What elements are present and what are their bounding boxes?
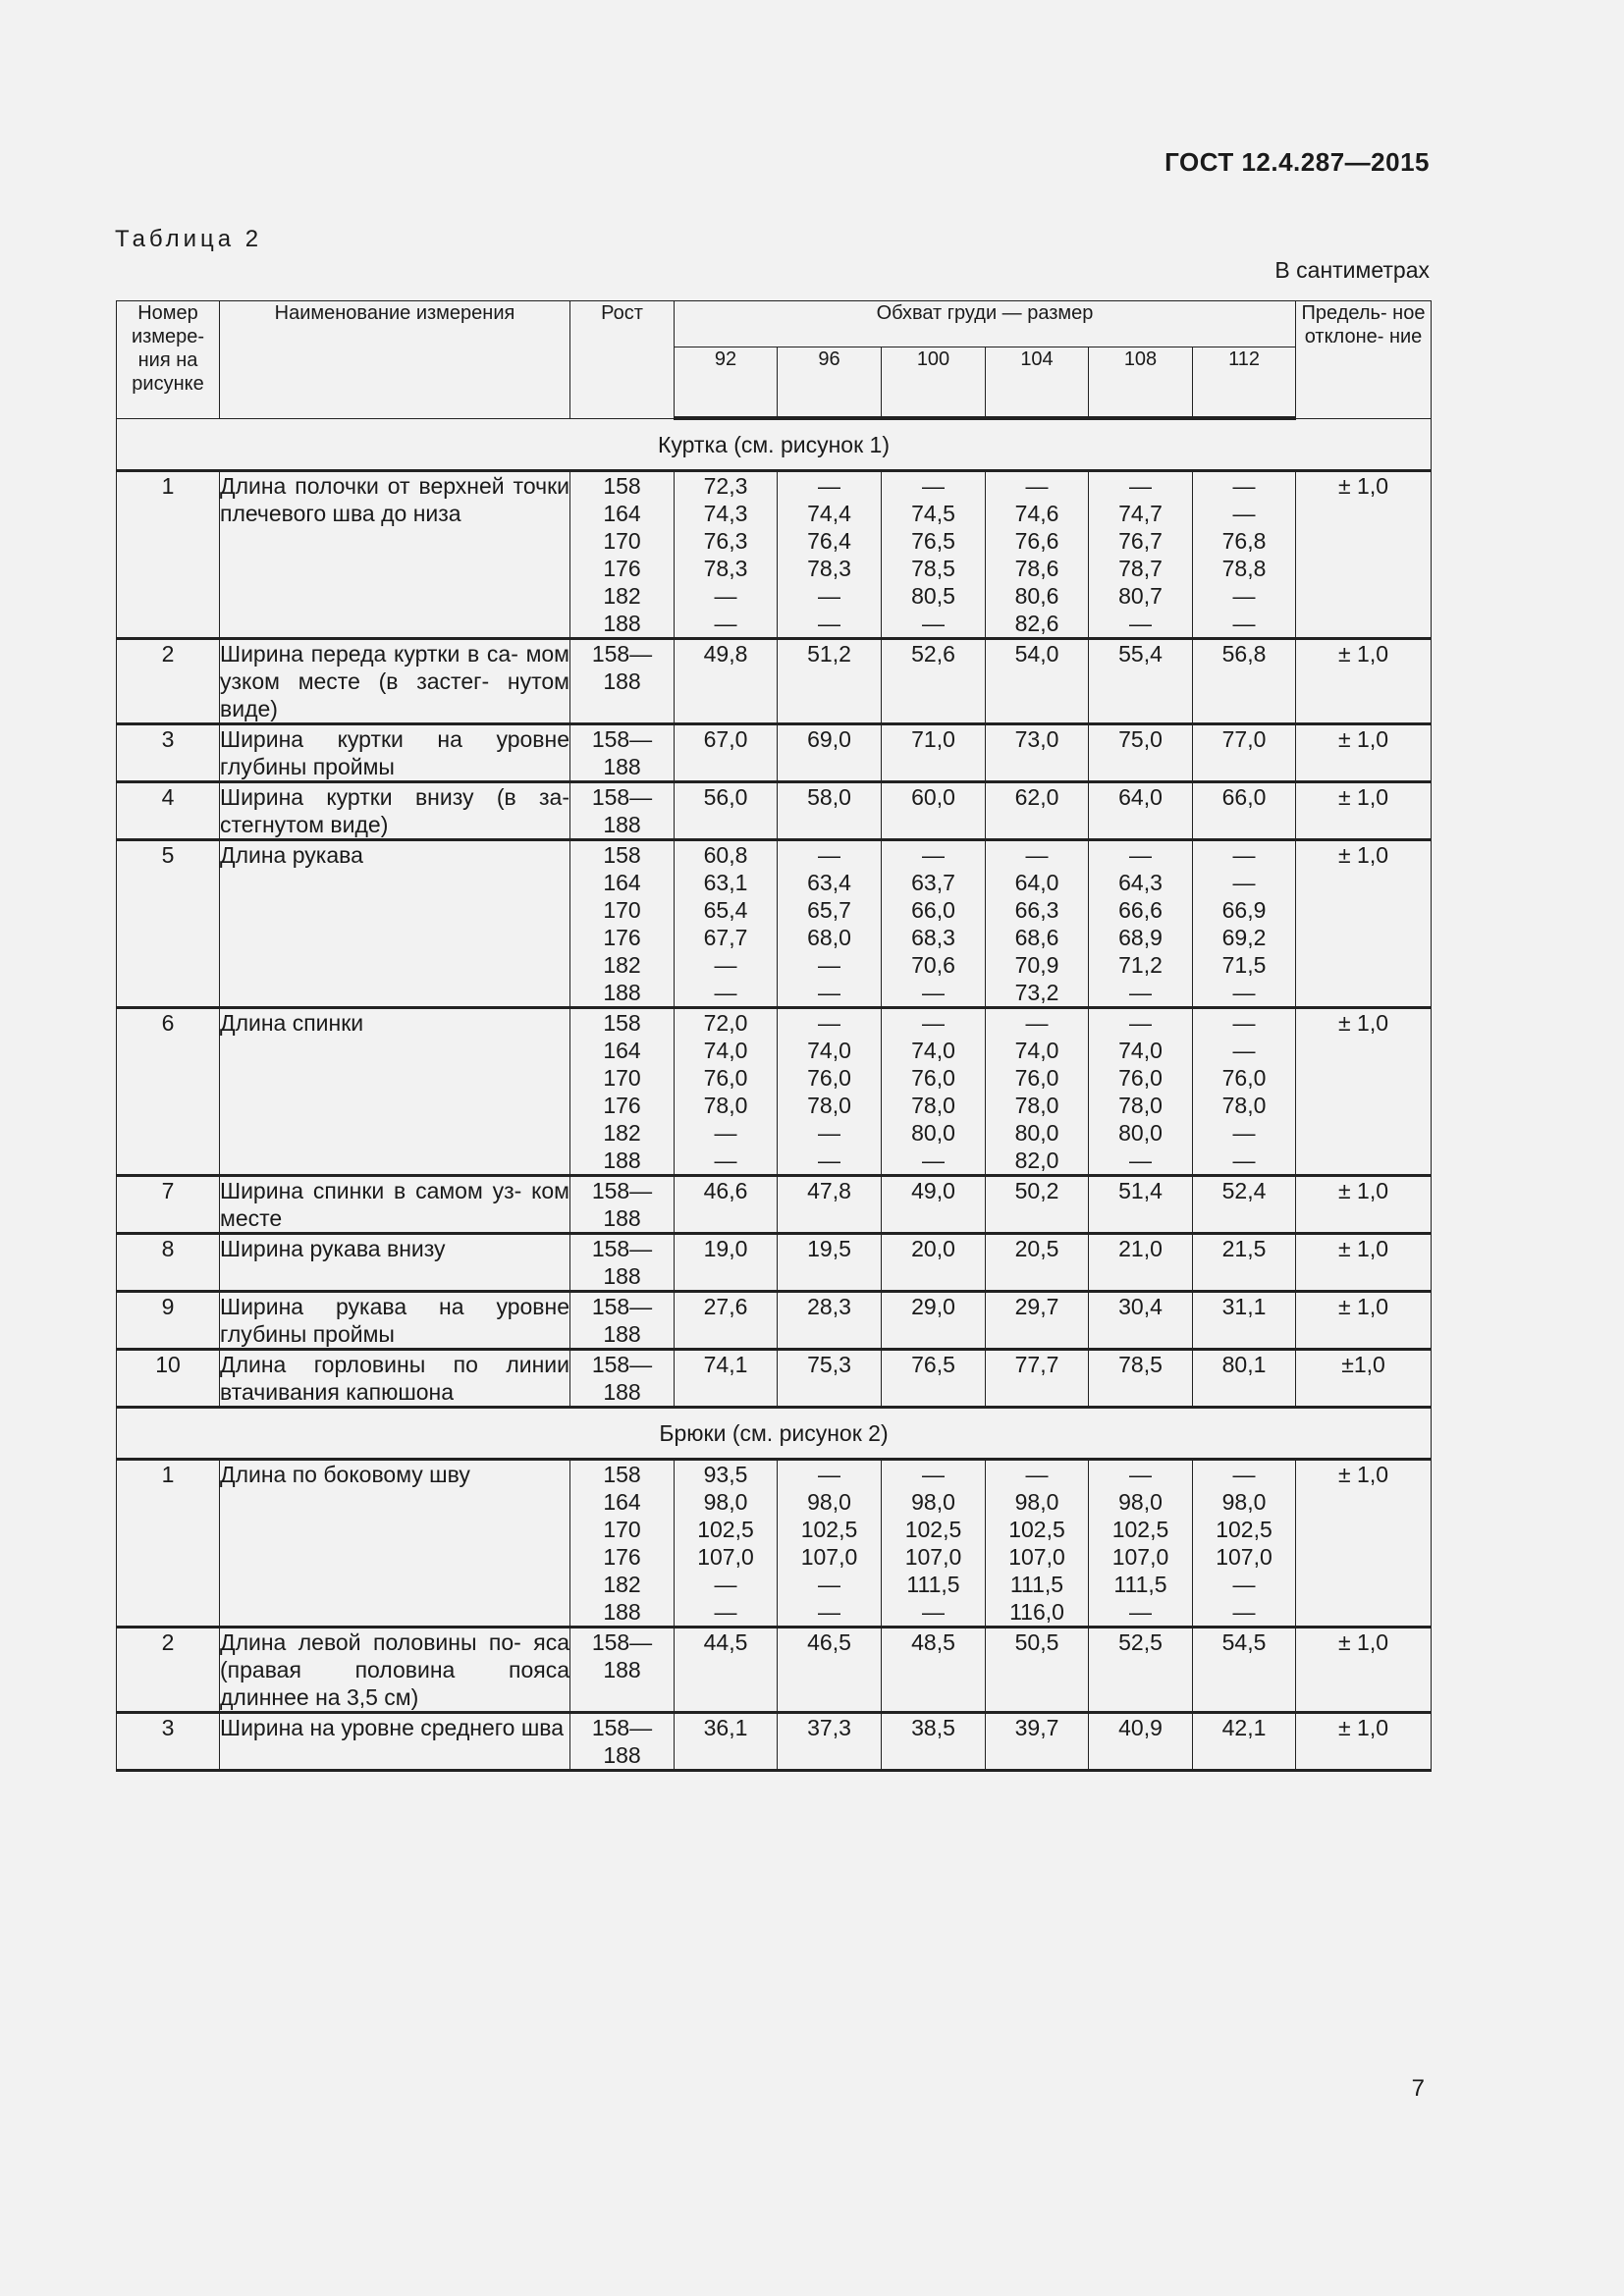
measurement-name: Ширина рукава внизу <box>220 1234 570 1292</box>
size-value: 71,0 <box>882 724 986 782</box>
size-value: 76,5 <box>882 1350 986 1408</box>
table-row <box>117 1176 1432 1234</box>
table-row <box>117 1460 1432 1628</box>
size-value: — 74,4 76,4 78,3 — — <box>778 471 882 639</box>
size-value: 74,1 <box>675 1350 778 1408</box>
size-value: — 98,0 102,5 107,0 111,5 — <box>882 1460 986 1628</box>
table-row <box>117 840 1432 1008</box>
measurement-number: 2 <box>117 639 220 724</box>
section-row <box>117 1408 1432 1460</box>
height-range: 158— 188 <box>570 1176 675 1234</box>
document-code: ГОСТ 12.4.287—2015 <box>1164 147 1430 177</box>
tolerance-value: ± 1,0 <box>1296 471 1432 639</box>
measurement-number: 8 <box>117 1234 220 1292</box>
size-value: 48,5 <box>882 1628 986 1713</box>
measurement-name: Длина рукава <box>220 840 570 1008</box>
size-value: 67,0 <box>675 724 778 782</box>
size-value: — 74,0 76,0 78,0 80,0 82,0 <box>986 1008 1089 1176</box>
tolerance-value: ± 1,0 <box>1296 782 1432 840</box>
size-value: 64,0 <box>1089 782 1193 840</box>
table-caption: Таблица 2 <box>115 226 263 252</box>
size-value: 73,0 <box>986 724 1089 782</box>
units-note: В сантиметрах <box>1274 257 1430 283</box>
measurement-number: 9 <box>117 1292 220 1350</box>
size-value: 52,4 <box>1193 1176 1296 1234</box>
size-value: 47,8 <box>778 1176 882 1234</box>
size-value: — 64,3 66,6 68,9 71,2 — <box>1089 840 1193 1008</box>
size-value: 36,1 <box>675 1713 778 1771</box>
size-value: 80,1 <box>1193 1350 1296 1408</box>
size-value: — — 76,8 78,8 — — <box>1193 471 1296 639</box>
size-value: 58,0 <box>778 782 882 840</box>
size-value: 21,5 <box>1193 1234 1296 1292</box>
size-value: 31,1 <box>1193 1292 1296 1350</box>
size-value: 29,0 <box>882 1292 986 1350</box>
measurement-name: Длина горловины по линии втачивания капюшона <box>220 1350 570 1408</box>
size-value: 60,8 63,1 65,4 67,7 — — <box>675 840 778 1008</box>
measurement-name: Ширина спинки в самом уз- ком месте <box>220 1176 570 1234</box>
measurement-number: 10 <box>117 1350 220 1408</box>
size-value: 55,4 <box>1089 639 1193 724</box>
table-row <box>117 1628 1432 1713</box>
height-range: 158— 188 <box>570 639 675 724</box>
height-range: 158 164 170 176 182 188 <box>570 1008 675 1176</box>
size-value: 51,2 <box>778 639 882 724</box>
size-value: 75,3 <box>778 1350 882 1408</box>
size-value: 54,5 <box>1193 1628 1296 1713</box>
section-title: Брюки (см. рисунок 2) <box>117 1408 1432 1460</box>
measurement-number: 2 <box>117 1628 220 1713</box>
header-size: 92 <box>675 347 778 419</box>
height-range: 158— 188 <box>570 724 675 782</box>
size-value: — 98,0 102,5 107,0 111,5 — <box>1089 1460 1193 1628</box>
measurement-number: 6 <box>117 1008 220 1176</box>
size-value: 37,3 <box>778 1713 882 1771</box>
size-value: 28,3 <box>778 1292 882 1350</box>
tolerance-value: ± 1,0 <box>1296 1176 1432 1234</box>
size-value: — 74,0 76,0 78,0 80,0 — <box>1089 1008 1193 1176</box>
measurement-table <box>116 300 1432 1772</box>
size-value: 54,0 <box>986 639 1089 724</box>
size-value: — 98,0 102,5 107,0 111,5 116,0 <box>986 1460 1089 1628</box>
section-title: Куртка (см. рисунок 1) <box>117 418 1432 471</box>
size-value: — 74,5 76,5 78,5 80,5 — <box>882 471 986 639</box>
size-value: 78,5 <box>1089 1350 1193 1408</box>
header-name: Наименование измерения <box>220 301 570 419</box>
measurement-name: Длина по боковому шву <box>220 1460 570 1628</box>
size-value: — — 76,0 78,0 — — <box>1193 1008 1296 1176</box>
header-size: 108 <box>1089 347 1193 419</box>
size-value: 56,0 <box>675 782 778 840</box>
measurement-name: Длина левой половины по- яса (правая половина пояса длиннее на 3,5 см) <box>220 1628 570 1713</box>
tolerance-value: ± 1,0 <box>1296 639 1432 724</box>
size-value: 49,0 <box>882 1176 986 1234</box>
header-size: 96 <box>778 347 882 419</box>
size-value: 52,6 <box>882 639 986 724</box>
measurement-number: 3 <box>117 724 220 782</box>
tolerance-value: ± 1,0 <box>1296 1713 1432 1771</box>
size-value: 46,6 <box>675 1176 778 1234</box>
size-value: 66,0 <box>1193 782 1296 840</box>
measurement-name: Ширина на уровне среднего шва <box>220 1713 570 1771</box>
measurement-number: 7 <box>117 1176 220 1234</box>
measurement-name: Ширина переда куртки в са- мом узком месте (в застег- нутом виде) <box>220 639 570 724</box>
size-value: 62,0 <box>986 782 1089 840</box>
measurement-name: Длина спинки <box>220 1008 570 1176</box>
measurement-name: Длина полочки от верхней точки плечевого шва до низа <box>220 471 570 639</box>
size-value: 51,4 <box>1089 1176 1193 1234</box>
size-value: 75,0 <box>1089 724 1193 782</box>
size-value: 69,0 <box>778 724 882 782</box>
height-range: 158— 188 <box>570 1628 675 1713</box>
size-value: 46,5 <box>778 1628 882 1713</box>
size-value: — 74,7 76,7 78,7 80,7 — <box>1089 471 1193 639</box>
size-value: 52,5 <box>1089 1628 1193 1713</box>
size-value: 93,5 98,0 102,5 107,0 — — <box>675 1460 778 1628</box>
page-number: 7 <box>1411 2075 1425 2102</box>
table-row <box>117 639 1432 724</box>
size-value: 50,2 <box>986 1176 1089 1234</box>
size-value: 72,3 74,3 76,3 78,3 — — <box>675 471 778 639</box>
height-range: 158— 188 <box>570 1350 675 1408</box>
measurement-name: Ширина рукава на уровне глубины проймы <box>220 1292 570 1350</box>
tolerance-value: ± 1,0 <box>1296 840 1432 1008</box>
header-height: Рост <box>570 301 675 419</box>
tolerance-value: ±1,0 <box>1296 1350 1432 1408</box>
height-range: 158— 188 <box>570 1234 675 1292</box>
size-value: 29,7 <box>986 1292 1089 1350</box>
size-value: 19,5 <box>778 1234 882 1292</box>
measurement-number: 1 <box>117 1460 220 1628</box>
size-value: 40,9 <box>1089 1713 1193 1771</box>
table-row <box>117 471 1432 639</box>
measurement-number: 5 <box>117 840 220 1008</box>
size-value: 50,5 <box>986 1628 1089 1713</box>
tolerance-value: ± 1,0 <box>1296 1628 1432 1713</box>
size-value: 77,0 <box>1193 724 1296 782</box>
size-value: — 63,4 65,7 68,0 — — <box>778 840 882 1008</box>
header-size: 112 <box>1193 347 1296 419</box>
size-value: — 74,0 76,0 78,0 — — <box>778 1008 882 1176</box>
measurement-number: 4 <box>117 782 220 840</box>
size-value: 49,8 <box>675 639 778 724</box>
height-range: 158 164 170 176 182 188 <box>570 840 675 1008</box>
size-value: 27,6 <box>675 1292 778 1350</box>
tolerance-value: ± 1,0 <box>1296 1234 1432 1292</box>
tolerance-value: ± 1,0 <box>1296 724 1432 782</box>
size-value: 19,0 <box>675 1234 778 1292</box>
table-row <box>117 1234 1432 1292</box>
size-value: 21,0 <box>1089 1234 1193 1292</box>
size-value: — 74,0 76,0 78,0 80,0 — <box>882 1008 986 1176</box>
height-range: 158— 188 <box>570 1292 675 1350</box>
tolerance-value: ± 1,0 <box>1296 1008 1432 1176</box>
height-range: 158— 188 <box>570 1713 675 1771</box>
table-row <box>117 1008 1432 1176</box>
size-value: 44,5 <box>675 1628 778 1713</box>
header-size: 104 <box>986 347 1089 419</box>
measurement-number: 3 <box>117 1713 220 1771</box>
section-row <box>117 418 1432 471</box>
height-range: 158 164 170 176 182 188 <box>570 1460 675 1628</box>
size-value: 38,5 <box>882 1713 986 1771</box>
size-value: 30,4 <box>1089 1292 1193 1350</box>
size-value: — 74,6 76,6 78,6 80,6 82,6 <box>986 471 1089 639</box>
size-value: — 63,7 66,0 68,3 70,6 — <box>882 840 986 1008</box>
measurement-name: Ширина куртки на уровне глубины проймы <box>220 724 570 782</box>
size-value: 56,8 <box>1193 639 1296 724</box>
height-range: 158 164 170 176 182 188 <box>570 471 675 639</box>
measurement-name: Ширина куртки внизу (в за- стегнутом виде) <box>220 782 570 840</box>
table-row <box>117 1350 1432 1408</box>
size-value: 20,0 <box>882 1234 986 1292</box>
header-size: 100 <box>882 347 986 419</box>
size-value: — 98,0 102,5 107,0 — — <box>1193 1460 1296 1628</box>
size-value: 39,7 <box>986 1713 1089 1771</box>
height-range: 158— 188 <box>570 782 675 840</box>
size-value: 42,1 <box>1193 1713 1296 1771</box>
measurement-number: 1 <box>117 471 220 639</box>
tolerance-value: ± 1,0 <box>1296 1292 1432 1350</box>
header-chest-size: Обхват груди — размер <box>675 301 1296 347</box>
size-value: — 64,0 66,3 68,6 70,9 73,2 <box>986 840 1089 1008</box>
size-value: 60,0 <box>882 782 986 840</box>
table-body <box>117 418 1432 1771</box>
size-value: 77,7 <box>986 1350 1089 1408</box>
table-row <box>117 724 1432 782</box>
size-value: 72,0 74,0 76,0 78,0 — — <box>675 1008 778 1176</box>
table-row <box>117 782 1432 840</box>
header-tolerance: Предель- ное отклоне- ние <box>1296 301 1432 419</box>
size-value: — 98,0 102,5 107,0 — — <box>778 1460 882 1628</box>
table-row <box>117 1713 1432 1771</box>
tolerance-value: ± 1,0 <box>1296 1460 1432 1628</box>
table-row <box>117 1292 1432 1350</box>
size-value: — — 66,9 69,2 71,5 — <box>1193 840 1296 1008</box>
header-number: Номер измере- ния на рисунке <box>117 301 220 419</box>
size-value: 20,5 <box>986 1234 1089 1292</box>
